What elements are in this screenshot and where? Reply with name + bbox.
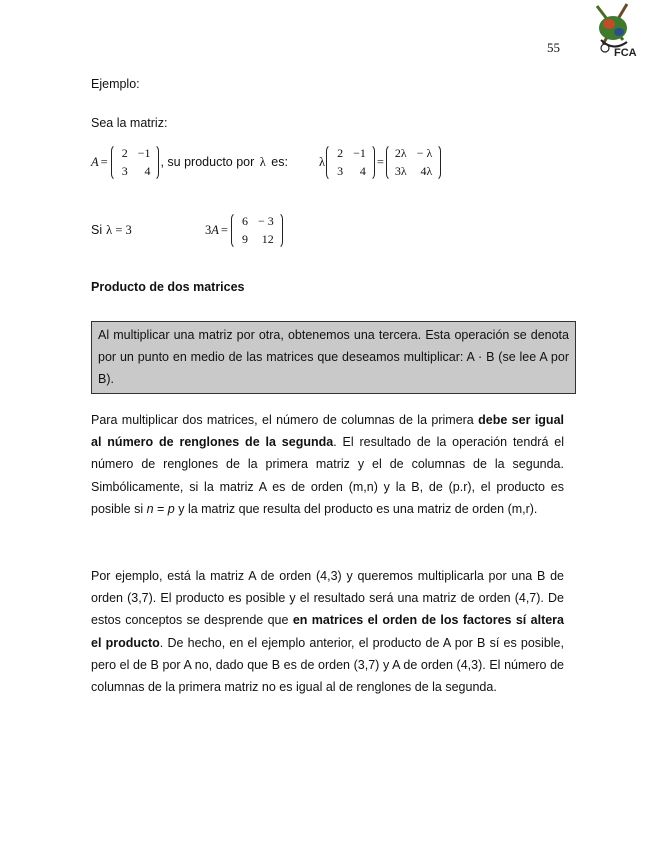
equals-sign: = (220, 222, 228, 237)
lambda-result-matrix (386, 144, 441, 181)
matrix-cell: 3 (337, 163, 344, 178)
es-text: es: (267, 155, 288, 169)
matrix-cell: − 3 (257, 213, 274, 228)
svg-text:FCA: FCA (614, 47, 637, 59)
matrix-cell: 3λ (394, 163, 407, 178)
lambda-symbol: λ (259, 154, 266, 169)
matrix-cell: 4λ (420, 163, 433, 178)
paragraph-1: Para multiplicar dos matrices, el número de columnas de la primera debe ser igual al número de renglones de la segunda. El resultado de la operación tendrá el número de renglones de la primera matriz y el de columnas de la segunda. Simbólicamente, si la matriz A es de orden (m,n) y la B, de (p.r), el producto es posible si n = p y la matriz que resulta del producto es una matriz de orden (m,r). (91, 413, 564, 516)
lambda-product (319, 144, 442, 180)
scalar-coefficient: 3 (205, 222, 212, 237)
matrix-a-definition (91, 144, 288, 180)
matrix-3a (231, 212, 283, 249)
matrix-a-name: A (91, 154, 99, 169)
example-label: Ejemplo: (91, 77, 140, 91)
si-text: Si (91, 223, 103, 237)
section-heading: Producto de dos matrices (91, 280, 245, 294)
equals-sign: = (376, 154, 384, 169)
faculty-logo-icon (583, 0, 655, 64)
lambda-symbol: λ (106, 222, 113, 237)
matrix-a-copy (326, 144, 375, 181)
equals-sign: = (100, 154, 108, 169)
matrix-a (111, 144, 160, 181)
si-lambda-line (91, 220, 132, 240)
matrix-cell: −1 (137, 145, 151, 160)
matrix-cell: 2 (337, 145, 344, 160)
matrix-cell: 4 (144, 163, 151, 178)
matrix-cell: −1 (353, 145, 366, 160)
scaled-matrix (205, 212, 284, 248)
matrix-cell: 4 (359, 163, 366, 178)
definition-box: Al multiplicar una matriz por otra, obtenemos una tercera. Esta operación se denota por un punto en medio de las matrices que deseamos multiplicar: A · B (se lee A por B). (91, 321, 576, 394)
matrix-cell: 3 (121, 163, 128, 178)
matrix-cell: 6 (241, 213, 248, 228)
matrix-cell: 12 (261, 231, 274, 246)
product-text: , su producto por (160, 155, 258, 169)
matrix-cell: 2λ (394, 145, 407, 160)
matrix-cell: 9 (241, 231, 248, 246)
lambda-symbol: λ (319, 154, 326, 169)
matrix-a-name: A (211, 222, 219, 237)
matrix-cell: − λ (416, 145, 433, 160)
matrix-cell: 2 (121, 145, 128, 160)
page-number: 55 (547, 40, 560, 55)
matrix-intro: Sea la matriz: (91, 116, 168, 130)
lambda-value: = 3 (112, 222, 132, 237)
paragraph-2: Por ejemplo, está la matriz A de orden (4,3) y queremos multiplicarla por una B de orden (3,7). El producto es posible y el resultado será una matriz de orden (4,7). De estos conceptos se desprende que en matrices el orden de los factores sí altera el producto. De hecho, en el ejemplo anterior, el producto de A por B sí es posible, pero el de B por A no, dado que B es de orden (3,7) y A de orden (4,3). El número de columnas de la primera matriz no es igual al de renglones de la segunda. (91, 569, 564, 695)
